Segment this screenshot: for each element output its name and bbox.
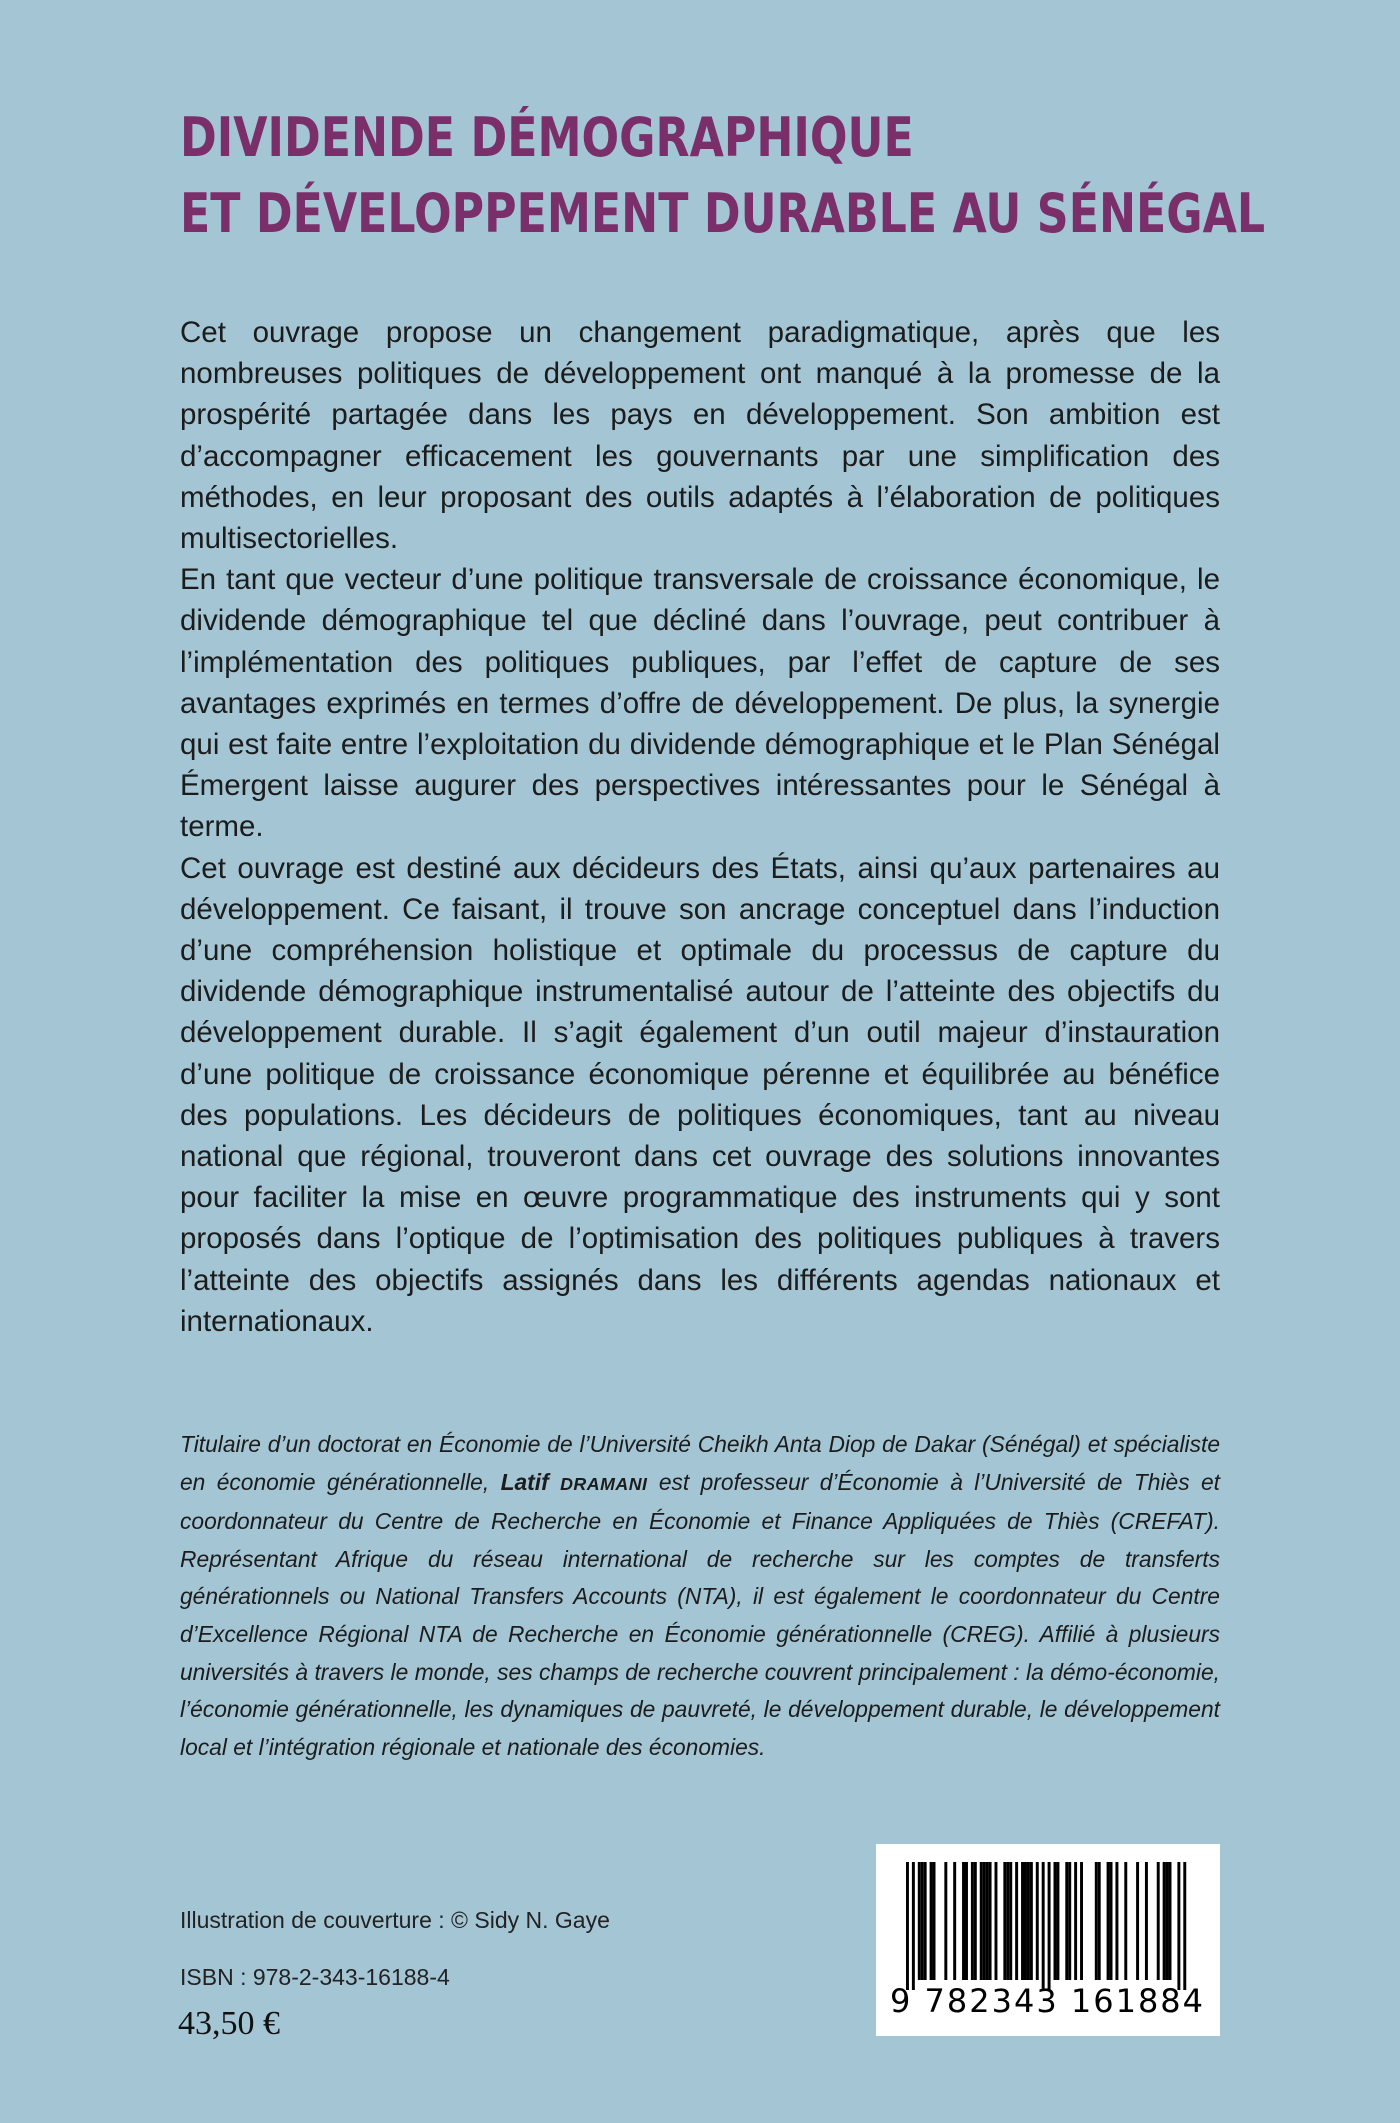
barcode-bar — [1163, 1862, 1166, 1980]
author-first-name: Latif — [500, 1468, 561, 1495]
barcode-bar — [1054, 1862, 1057, 1980]
barcode-bar — [1015, 1862, 1018, 1980]
isbn-number: ISBN : 978-2-343-16188-4 — [180, 1964, 450, 1990]
author-bio-intro: Titulaire d’un doctorat en Économie de l’Université Cheikh Anta Diop de Dakar (Sénégal) et spécialiste en économie générationnelle, — [180, 1431, 1220, 1495]
author-name — [501, 1469, 648, 1495]
barcode-bar — [918, 1862, 921, 1980]
barcode-bar — [1157, 1862, 1160, 1980]
barcode-bar — [1048, 1862, 1051, 1990]
barcode-bar — [1166, 1862, 1169, 1980]
barcode-bar — [1006, 1862, 1009, 1980]
barcode — [876, 1844, 1220, 2036]
summary-paragraph-3: Cet ouvrage est destiné aux décideurs des États, ainsi qu’aux partenaires au développement. Ce faisant, il trouve son ancrage conceptuel dans l’induction d’une compréhension holistique et optimale du processus de capture du dividende démographique instrumentalisé autour de l’atteinte des objectifs du développement durable. Il s’agit également d’un outil majeur d’instauration d’une politique de croissance économique pérenne et équilibrée au bénéfice des populations. Les décideurs de politiques économiques, tant au niveau national que régional, trouveront dans cet ouvrage des solutions innovantes pour faciliter la mise en œuvre programmatique des instruments qui y sont proposés dans l’optique de l’optimisation des politiques publiques à travers l’atteinte des objectifs assignés dans les différents agendas nationaux et internationaux. — [180, 851, 1220, 1338]
barcode-bar — [1074, 1862, 1077, 1980]
barcode-bar — [924, 1862, 927, 1980]
barcode-bar — [1056, 1862, 1059, 1980]
barcode-bar — [906, 1862, 909, 1990]
barcode-bar — [1024, 1862, 1027, 1980]
barcode-bar — [995, 1862, 998, 1980]
barcode-bar — [965, 1862, 968, 1980]
barcode-bar — [1169, 1862, 1172, 1980]
barcode-bar — [962, 1862, 965, 1980]
summary-paragraph-2: En tant que vecteur d’une politique transversale de croissance économique, le dividende démographique tel que décliné dans l’ouvrage, peut contribuer à l’implémentation des politiques publiques, par l’effet de capture de ses avantages exprimés en termes d’offre de développement. De plus, la synergie qui est faite entre l’exploitation du dividende démographique et le Plan Sénégal Émergent laisse augurer des perspectives intéressantes pour le Sénégal à terme. — [180, 563, 1220, 844]
barcode-bar — [1009, 1862, 1012, 1980]
book-title-line-1: DIVIDENDE DÉMOGRAPHIQUE — [180, 106, 914, 169]
barcode-bar — [1021, 1862, 1024, 1980]
barcode-bar — [1107, 1862, 1110, 1980]
barcode-bar — [1042, 1862, 1045, 1990]
barcode-bar — [1145, 1862, 1148, 1980]
barcode-bar — [921, 1862, 924, 1980]
barcode-bar — [1065, 1862, 1068, 1980]
barcode-bar — [1030, 1862, 1033, 1980]
barcode-bar — [944, 1862, 947, 1980]
author-bio — [180, 1426, 1220, 1766]
barcode-bar — [1177, 1862, 1180, 1990]
barcode-bar — [1095, 1862, 1098, 1980]
barcode-digits: 9 782343 161884 — [890, 1982, 1206, 2020]
barcode-bar — [986, 1862, 989, 1980]
barcode-bar — [980, 1862, 983, 1980]
barcode-bar — [1124, 1862, 1127, 1980]
barcode-bar — [1183, 1862, 1186, 1990]
barcode-bar — [1027, 1862, 1030, 1980]
barcode-bar — [1036, 1862, 1039, 1980]
book-title-line-2: ET DÉVELOPPEMENT DURABLE AU SÉNÉGAL — [180, 182, 1266, 245]
author-last-name: DRAMANI — [560, 1473, 648, 1494]
book-title — [180, 100, 1266, 252]
barcode-bar — [1068, 1862, 1071, 1980]
barcode-bar — [933, 1862, 936, 1980]
summary-paragraph-1: Cet ouvrage propose un changement paradigmatique, après que les nombreuses politiques de développement ont manqué à la promesse de la prospérité partagée dans les pays en développement. Son ambition est d’accompagner efficacement les gouvernants par une simplification des méthodes, en leur proposant des outils adaptés à l’élaboration de politiques multisectorielles. — [180, 316, 1220, 556]
barcode-bar — [1098, 1862, 1101, 1980]
barcode-bar — [1115, 1862, 1118, 1980]
barcode-bar — [974, 1862, 977, 1980]
barcode-bar — [1003, 1862, 1006, 1980]
barcode-bar — [930, 1862, 933, 1980]
cover-illustration-credit: Illustration de couverture : © Sidy N. Gaye — [180, 1907, 610, 1933]
barcode-bar — [912, 1862, 915, 1990]
barcode-bar — [989, 1862, 992, 1980]
barcode-bar — [971, 1862, 974, 1980]
book-price: 43,50 € — [178, 2005, 280, 2042]
barcode-bar — [1110, 1862, 1113, 1980]
barcode-bar — [1080, 1862, 1083, 1980]
barcode-bar — [1136, 1862, 1139, 1980]
summary-text — [180, 312, 1220, 1342]
barcode-bar — [983, 1862, 986, 1980]
author-bio-body: est professeur d’Économie à l’Université de Thiès et coordonnateur du Centre de Recherche en Économie et Finance Appliquées de Thiès (CREFAT). Représentant Afrique du réseau international de recherche sur les comptes de transferts générationnels ou National Transfers Accounts (NTA), il est également le coordonnateur du Centre d’Excellence Régional NTA de Recherche en Économie générationnelle (CREG). Affilié à plusieurs universités à travers le monde, ses champs de recherche couvrent principalement : la démo-économie, l’économie générationnelle, les dynamiques de pauvreté, le développement durable, le développement local et l’intégration régionale et nationale des économies. — [180, 1468, 1220, 1760]
barcode-bar — [953, 1862, 956, 1980]
